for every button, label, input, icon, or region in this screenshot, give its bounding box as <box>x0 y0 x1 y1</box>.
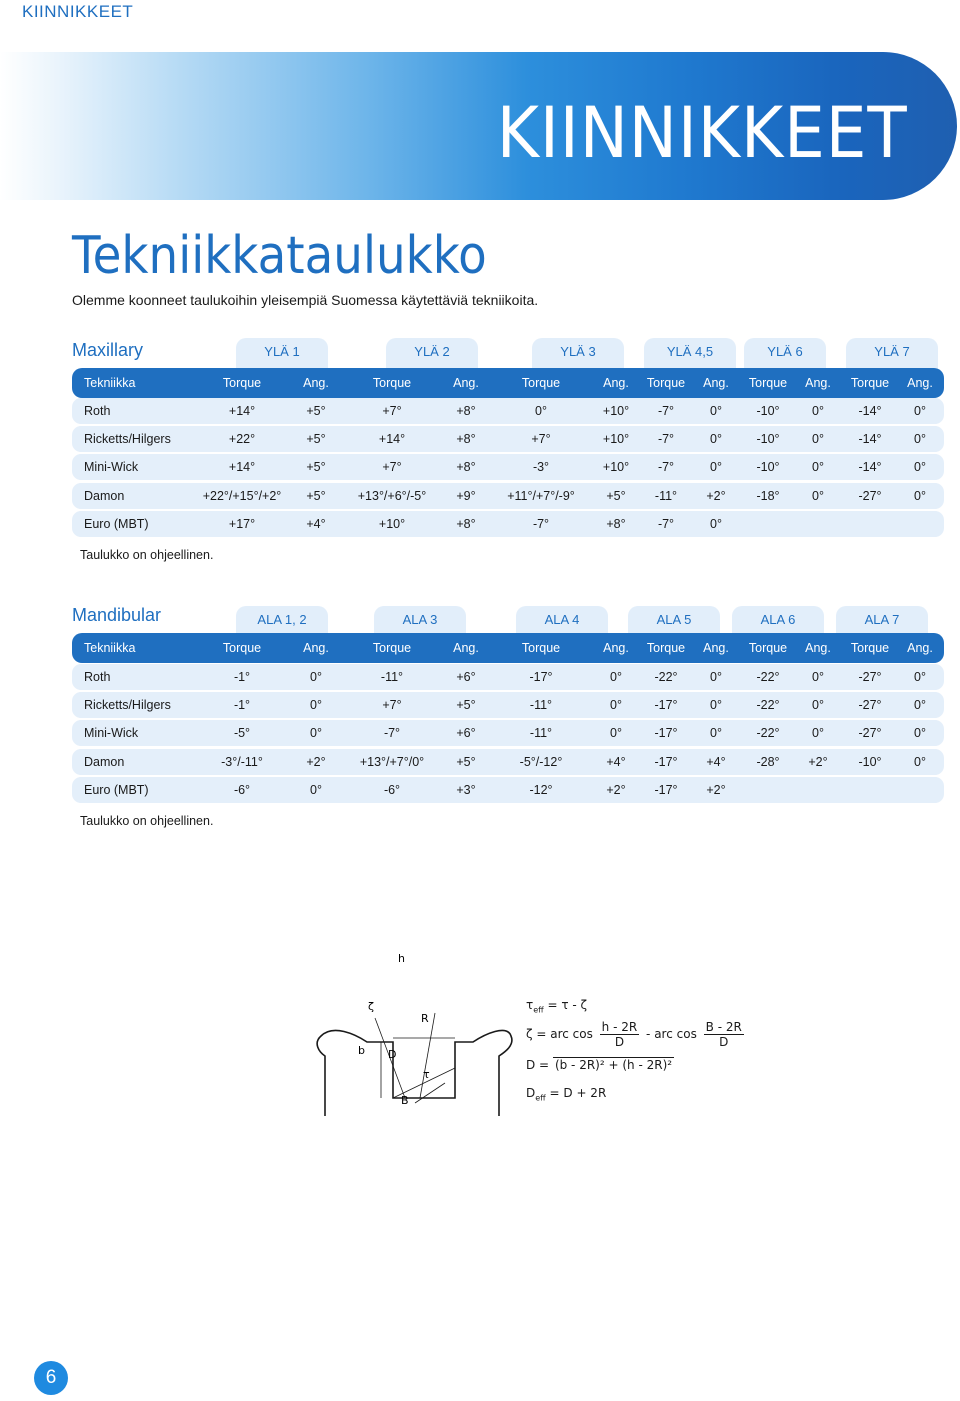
table-cell: +8° <box>456 516 476 531</box>
table-cell: +5° <box>456 698 476 713</box>
technique-name: Ricketts/Hilgers <box>84 698 171 713</box>
column-header: Torque <box>222 641 262 655</box>
technique-name: Damon <box>84 488 125 503</box>
table-cell: +13°/+6°/-5° <box>357 488 427 503</box>
table-cell: -14° <box>858 404 882 418</box>
table-cell: -7° <box>657 404 675 418</box>
table-cell: +5° <box>306 432 326 447</box>
table-cell: -27° <box>858 698 882 713</box>
table-row <box>72 483 944 509</box>
column-header: Torque <box>748 641 788 655</box>
table-cell: +10° <box>378 516 406 531</box>
technique-name: Mini-Wick <box>84 726 139 741</box>
table-cell: +5° <box>606 488 626 503</box>
table-cell <box>875 777 960 803</box>
table-cell: -22° <box>654 670 678 684</box>
table-cell: -22° <box>756 726 780 741</box>
table-cell: +22°/+15°/+2° <box>202 488 282 503</box>
technique-name: Mini-Wick <box>84 460 139 475</box>
table-row <box>72 426 944 452</box>
label-zeta: ζ <box>368 1000 374 1013</box>
table-cell: -10° <box>858 754 882 769</box>
table-cell: +14° <box>228 460 256 475</box>
formula-D: D = (b - 2R)² + (h - 2R)² <box>526 1058 673 1072</box>
group-tab: YLÄ 2 <box>386 338 478 370</box>
table-cell: +3° <box>456 782 476 797</box>
group-tab: YLÄ 1 <box>236 338 328 370</box>
group-tab: YLÄ 4,5 <box>644 338 736 370</box>
table-cell: -3°/-11° <box>221 754 263 769</box>
table-cell: 0° <box>914 698 926 713</box>
table-row <box>72 692 944 718</box>
group-tab: ALA 5 <box>628 606 720 638</box>
column-header: Torque <box>372 641 412 655</box>
table-cell: +17° <box>228 516 256 531</box>
label-D: D <box>388 1048 397 1061</box>
column-header: Torque <box>222 376 262 390</box>
label-tau: τ <box>423 1068 430 1081</box>
technique-name: Euro (MBT) <box>84 516 149 531</box>
table-cell: 0° <box>914 488 926 503</box>
hero-title: KIINNIKKEET <box>497 92 908 174</box>
column-header: Torque <box>521 376 561 390</box>
label-R: R <box>421 1012 429 1025</box>
table-cell <box>875 511 960 537</box>
table-cell: -7° <box>532 516 550 531</box>
table-cell: 0° <box>710 726 722 741</box>
table-row <box>72 454 944 480</box>
table-cell: 0° <box>914 670 926 684</box>
label-B: B <box>401 1094 409 1107</box>
column-header: Ang. <box>907 641 933 655</box>
table-cell: -11° <box>380 670 404 684</box>
group-tab: ALA 4 <box>516 606 608 638</box>
table-cell: -14° <box>858 460 882 475</box>
label-b: b <box>358 1044 365 1057</box>
table-cell: 0° <box>914 404 926 418</box>
table-cell: +5° <box>456 754 476 769</box>
table-cell: +11°/+7°/-9° <box>507 488 575 503</box>
formula-tau-eff: $\tau_{eff} = \tau - \zeta$ <box>526 998 588 1015</box>
table-cell: 0° <box>310 698 322 713</box>
table-cell: +22° <box>228 432 256 447</box>
table-cell: -14° <box>858 432 882 447</box>
table-cell: -11° <box>654 488 678 503</box>
table-cell: +7° <box>382 404 402 418</box>
table-cell: +2° <box>706 782 726 797</box>
technique-name: Ricketts/Hilgers <box>84 432 171 447</box>
table-cell: 0° <box>812 670 824 684</box>
table-cell: 0° <box>812 726 824 741</box>
table-cell: +5° <box>306 404 326 418</box>
table-row <box>72 398 944 424</box>
table-cell: +6° <box>456 670 476 684</box>
table-cell: +2° <box>606 782 626 797</box>
table-cell: +10° <box>602 404 630 418</box>
table-cell: -10° <box>756 432 780 447</box>
bracket-slot-diagram <box>315 948 515 1120</box>
table-cell: 0° <box>812 460 824 475</box>
page-number: 6 <box>34 1361 68 1395</box>
table-cell: +7° <box>531 432 551 447</box>
table-cell: -17° <box>654 782 678 797</box>
table-cell: +14° <box>228 404 256 418</box>
table-cell: +5° <box>306 488 326 503</box>
table-cell: -11° <box>529 698 553 713</box>
table-cell: +10° <box>602 460 630 475</box>
group-tab: ALA 7 <box>836 606 928 638</box>
group-tab: YLÄ 6 <box>744 338 826 370</box>
column-header: Torque <box>850 376 890 390</box>
table-cell: 0° <box>812 404 824 418</box>
column-header: Ang. <box>453 641 479 655</box>
table-header-row <box>72 368 944 398</box>
column-header: Ang. <box>603 376 629 390</box>
group-tab: ALA 1, 2 <box>236 606 328 638</box>
column-header: Torque <box>521 641 561 655</box>
column-header: Torque <box>372 376 412 390</box>
table-row <box>72 664 944 690</box>
mandibular-label: Mandibular <box>72 605 162 625</box>
mandibular-note: Taulukko on ohjeellinen. <box>80 814 214 828</box>
table-cell: 0° <box>914 726 926 741</box>
table-cell: +7° <box>382 698 402 713</box>
table-cell: +14° <box>378 432 406 447</box>
table-cell: -10° <box>756 460 780 475</box>
column-header: Ang. <box>703 376 729 390</box>
table-cell: -7° <box>657 460 675 475</box>
column-header: Ang. <box>303 641 329 655</box>
table-cell: 0° <box>812 698 824 713</box>
table-cell: -3° <box>532 460 550 475</box>
column-header: Ang. <box>703 641 729 655</box>
table-cell: -7° <box>657 432 675 447</box>
section-header-label: KIINNIKKEET <box>22 2 134 21</box>
table-cell: 0° <box>610 698 622 713</box>
table-cell: -5°/-12° <box>519 754 563 769</box>
table-cell: +2° <box>808 754 828 769</box>
table-cell: -27° <box>858 726 882 741</box>
table-cell: 0° <box>710 404 722 418</box>
table-cell: -22° <box>756 670 780 684</box>
table-cell: -17° <box>654 726 678 741</box>
table-cell: -17° <box>529 670 553 684</box>
table-cell: +8° <box>606 516 626 531</box>
table-cell: 0° <box>310 670 322 684</box>
table-cell: -27° <box>858 670 882 684</box>
column-header: Tekniikka <box>84 376 136 390</box>
column-header: Torque <box>646 376 686 390</box>
table-cell: 0° <box>914 432 926 447</box>
table-cell: +2° <box>306 754 326 769</box>
table-cell: -27° <box>858 488 882 503</box>
formula-zeta: ζ = arc cos $\frac{h - 2R}{D}$ - arc cos $\frac{B - 2R}{D}$ <box>526 1020 742 1049</box>
table-cell: -11° <box>529 726 553 741</box>
table-row <box>72 511 944 537</box>
maxillary-note: Taulukko on ohjeellinen. <box>80 548 214 562</box>
table-cell: 0° <box>710 460 722 475</box>
table-cell: +2° <box>706 488 726 503</box>
table-cell: +10° <box>602 432 630 447</box>
table-cell: +5° <box>306 460 326 475</box>
page-title: Tekniikkataulukko <box>72 226 487 286</box>
table-cell: +7° <box>382 460 402 475</box>
column-header: Ang. <box>603 641 629 655</box>
table-header-row <box>72 633 944 663</box>
technique-name: Roth <box>84 670 111 684</box>
table-cell: -18° <box>756 488 780 503</box>
table-cell: +13°/+7°/0° <box>359 754 425 769</box>
table-cell: -5° <box>233 726 251 741</box>
table-cell: +4° <box>306 516 326 531</box>
table-cell: -6° <box>383 782 401 797</box>
table-cell: -12° <box>529 782 553 797</box>
technique-name: Euro (MBT) <box>84 782 149 797</box>
table-cell: 0° <box>710 516 722 531</box>
table-cell: -1° <box>233 670 251 684</box>
table-cell: +8° <box>456 460 476 475</box>
column-header: Ang. <box>907 376 933 390</box>
table-cell: +8° <box>456 404 476 418</box>
table-cell: 0° <box>610 726 622 741</box>
group-tab: ALA 6 <box>732 606 824 638</box>
column-header: Tekniikka <box>84 641 136 655</box>
table-cell: +4° <box>706 754 726 769</box>
table-cell: 0° <box>812 488 824 503</box>
table-cell: -1° <box>233 698 251 713</box>
table-cell: +8° <box>456 432 476 447</box>
technique-name: Damon <box>84 754 125 769</box>
group-tab: YLÄ 7 <box>846 338 938 370</box>
label-h: h <box>398 952 405 965</box>
group-tab: YLÄ 3 <box>532 338 624 370</box>
table-cell: -28° <box>756 754 780 769</box>
table-cell: -7° <box>657 516 675 531</box>
table-cell: 0° <box>610 670 622 684</box>
column-header: Ang. <box>805 376 831 390</box>
table-cell: +9° <box>456 488 476 503</box>
table-row <box>72 749 944 775</box>
column-header: Torque <box>748 376 788 390</box>
technique-name: Roth <box>84 404 111 418</box>
group-tab: ALA 3 <box>374 606 466 638</box>
table-cell: -7° <box>383 726 401 741</box>
column-header: Torque <box>646 641 686 655</box>
table-cell: +4° <box>606 754 626 769</box>
column-header: Ang. <box>303 376 329 390</box>
table-cell: 0° <box>535 404 547 418</box>
table-row <box>72 777 944 803</box>
table-cell: -22° <box>756 698 780 713</box>
table-cell: 0° <box>914 754 926 769</box>
table-cell: +6° <box>456 726 476 741</box>
table-cell: -17° <box>654 698 678 713</box>
maxillary-label: Maxillary <box>72 340 144 360</box>
table-cell: 0° <box>710 670 722 684</box>
table-cell: 0° <box>310 782 322 797</box>
table-cell: 0° <box>310 726 322 741</box>
table-cell: -6° <box>233 782 251 797</box>
column-header: Ang. <box>453 376 479 390</box>
table-cell: -17° <box>654 754 678 769</box>
formula-D-eff: $D_{eff} = D + 2R$ <box>526 1086 607 1103</box>
intro-text: Olemme koonneet taulukoihin yleisempiä Suomessa käytettäviä tekniikoita. <box>72 292 539 308</box>
table-cell: 0° <box>914 460 926 475</box>
table-row <box>72 720 944 746</box>
table-cell: 0° <box>710 432 722 447</box>
table-cell: 0° <box>812 432 824 447</box>
table-cell: -10° <box>756 404 780 418</box>
column-header: Ang. <box>805 641 831 655</box>
column-header: Torque <box>850 641 890 655</box>
table-cell: 0° <box>710 698 722 713</box>
